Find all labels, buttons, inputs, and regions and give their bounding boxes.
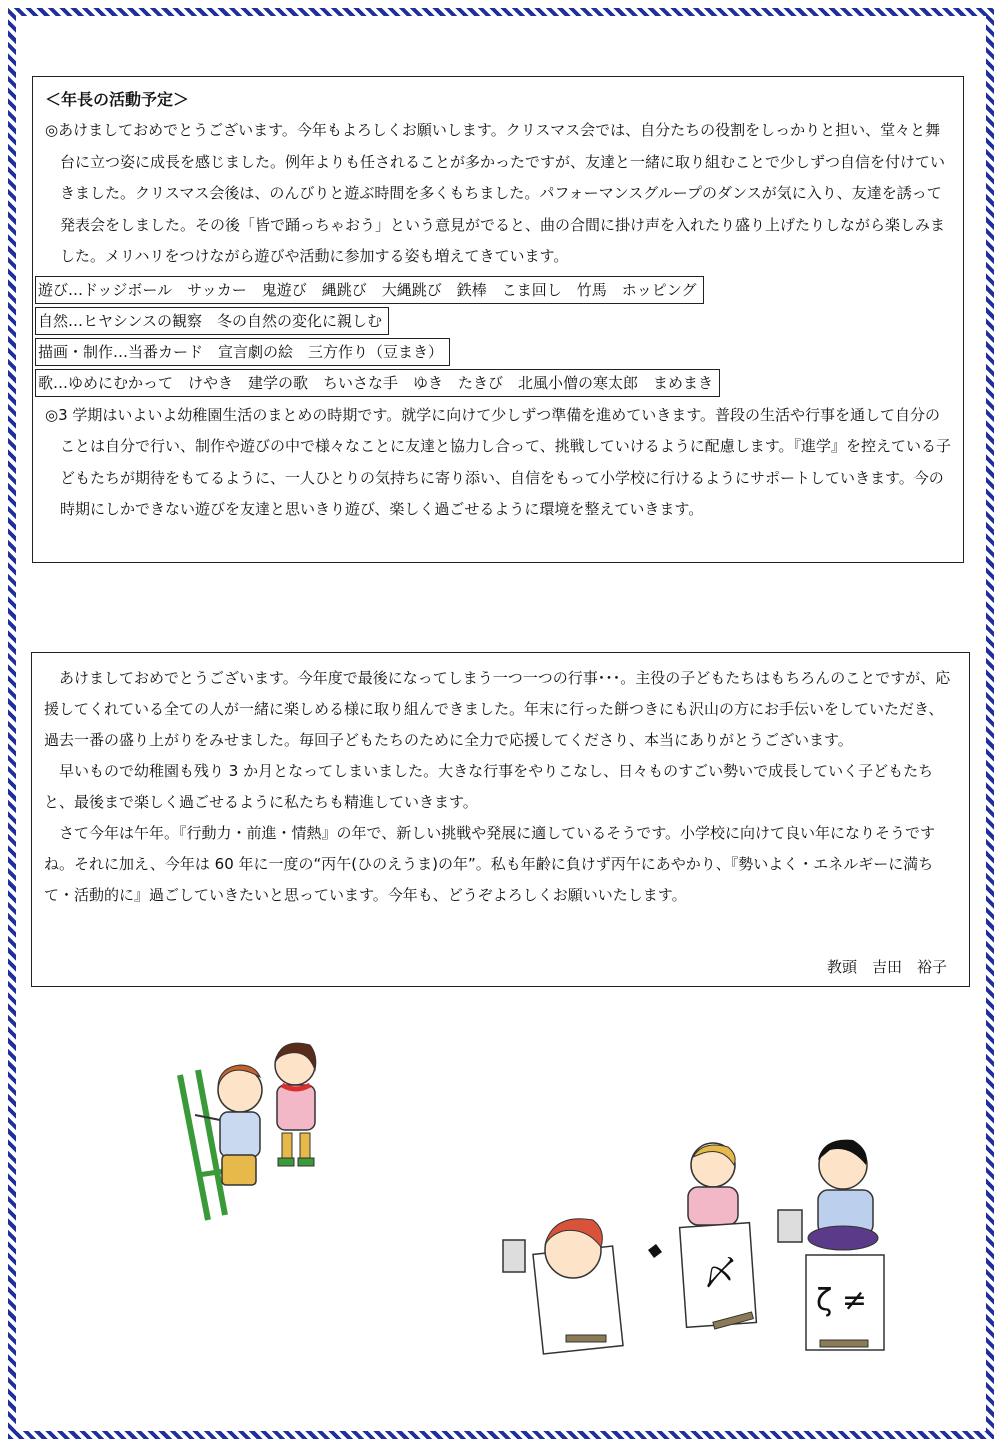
activity-plan-intro: ◎あけましておめでとうございます。今年もよろしくお願いします。クリスマス会では、自分たちの役割をしっかりと担い、堂々と舞台に立つ姿に成長を感じました。例年よりも任されることが多かったですが、友達と一緒に取り組むことで少しずつ自信を付けていきました。クリスマス会後は、のんびりと遊ぶ時間を多くもちました。パフォーマンスグループのダンスが気に入り、友達を誘って発表会をしました。その後「皆で踊っちゃおう」という意見がでると、曲の合間に掛け声を入れたり盛り上げたりしながら楽しみました。メリハリをつけながら遊びや活動に参加する姿も増えてきています。 [45,121,946,265]
tag-songs: 歌…ゆめにむかって けやき 建学の歌 ちいさな手 ゆき たきび 北風小僧の寒太郎 まめまき [35,369,720,397]
signature: 教頭 吉田 裕子 [826,958,947,976]
tag-nature: 自然…ヒヤシンスの観察 冬の自然の変化に親しむ [35,307,389,335]
children-stilts-illustration [170,1015,345,1225]
message-paragraph-1: あけましておめでとうございます。今年度で最後になってしまう一つ一つの行事･･･。主役の子どもたちはもちろんのことですが、応援してくれている全ての人が一緒に楽しめる様に取り組んできました。年末に行った餅つきにも沢山の方にお手伝いをしていただき、過去一番の盛り上がりをみせました。毎回子どもたちのために全力で応援してくださり、本当にありがとうございます。 [44,669,951,749]
children-calligraphy-illustration [498,1135,888,1360]
activity-plan-heading: ＜年長の活動予定＞ [45,90,190,109]
activity-plan-third-term: ◎3 学期はいよいよ幼稚園生活のまとめの時期です。就学に向けて少しずつ準備を進めていきます。普段の生活や行事を通して自分のことは自分で行い、制作や遊びの中で様々なことに友達と協力し合って、挑戦していけるように配慮します。『進学』を控えている子どもたちが期待をもてるように、一人ひとりの気持ちに寄り添い、自信をもって小学校に行けるようにサポートしていきます。今の時期にしかできない遊びを友達と思いきり遊び、楽しく過ごせるように環境を整えていきます。 [45,405,952,518]
message-paragraph-3: さて今年は午年。『行動力・前進・情熱』の年で、新しい挑戦や発展に適しているそうです。小学校に向けて良い年になりそうですね。それに加え、今年は 60 年に一度の“丙午(ひのえうま)の年”。私も年齢に負けず丙午にあやかり、『勢いよく・エネルギーに満ちて・活動的に』過ごしていきたいと思っています。今年も、どうぞよろしくお願いいたします。 [44,824,936,904]
svg-text:〆: 〆 [703,1254,737,1294]
message-paragraph-2: 早いもので幼稚園も残り 3 か月となってしまいました。大きな行事をやりこなし、日々ものすごい勢いで成長していく子どもたちと、最後まで楽しく過ごせるように私たちも精進していきます。 [44,762,934,811]
tag-play: 遊び…ドッジボール サッカー 鬼遊び 縄跳び 大縄跳び 鉄棒 こま回し 竹馬 ホッピング [35,276,704,304]
activity-plan-box [32,76,964,563]
tag-drawing: 描画・制作…当番カード 宣言劇の絵 三方作り（豆まき） [35,338,450,366]
vice-principal-message-box [31,652,970,987]
svg-text:ζ ≠: ζ ≠ [816,1283,867,1318]
